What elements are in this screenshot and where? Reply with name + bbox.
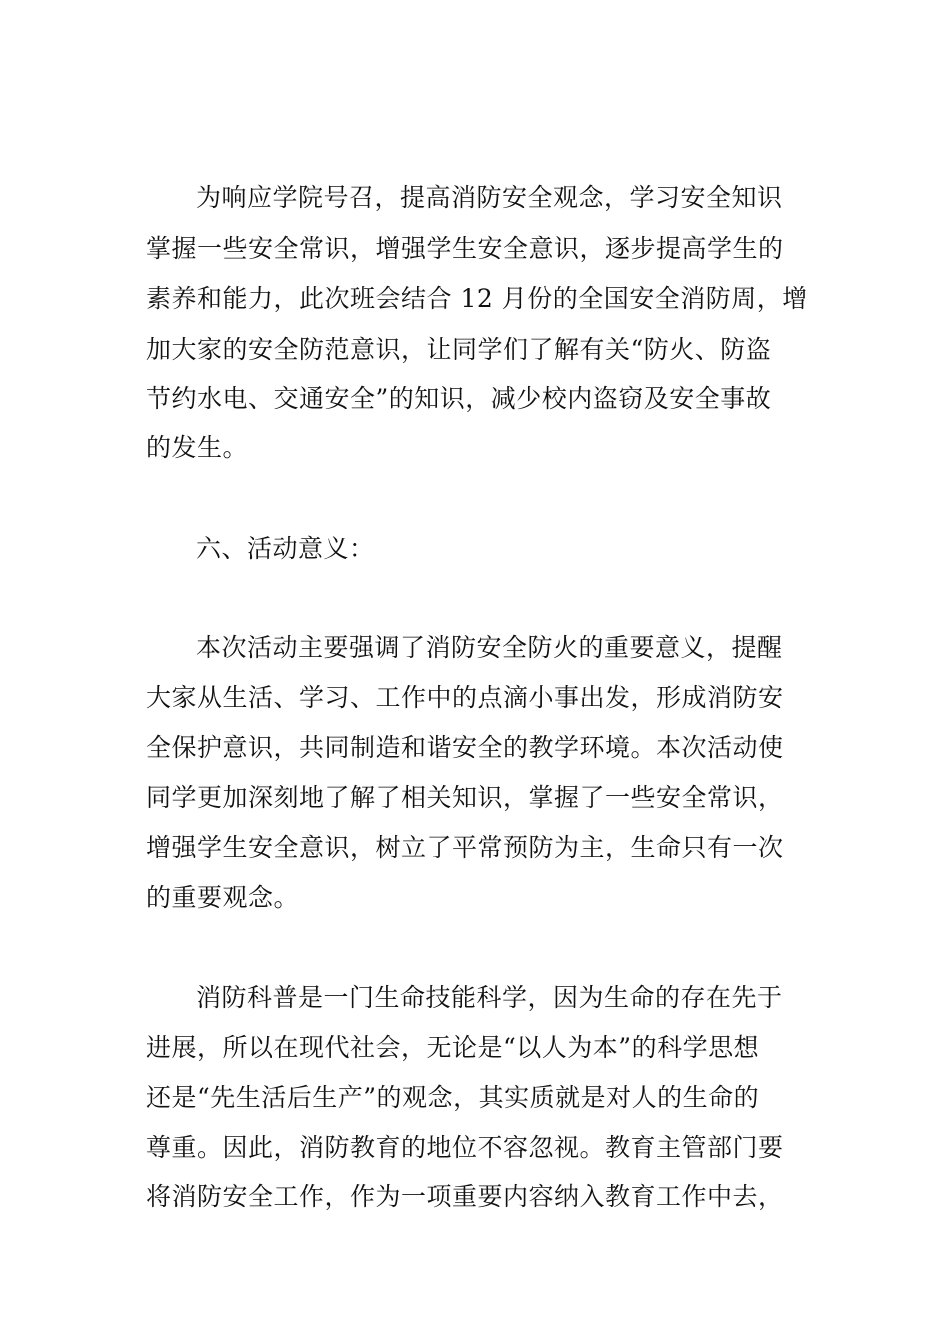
paragraph-line: 全保护意识，共同制造和谐安全的教学环境。本次活动使	[146, 733, 784, 762]
paragraph-line: 的重要观念。	[146, 883, 300, 912]
paragraph-line: 进展，所以在现代社会，无论是“以人为本”的科学思想	[146, 1033, 760, 1062]
paragraph-line: 素养和能力，此次班会结合 12 月份的全国安全消防周，增	[146, 284, 808, 313]
section-heading: 六、活动意义：	[196, 534, 375, 563]
paragraph-line: 加大家的安全防范意识，让同学们了解有关“防火、防盗	[146, 335, 772, 364]
paragraph-line: 本次活动主要强调了消防安全防火的重要意义，提醒	[196, 633, 783, 662]
paragraph-line: 还是“先生活后生产”的观念，其实质就是对人的生命的	[146, 1083, 760, 1112]
paragraph-line: 增强学生安全意识，树立了平常预防为主，生命只有一次	[146, 833, 784, 862]
paragraph-line: 大家从生活、学习、工作中的点滴小事出发，形成消防安	[146, 683, 784, 712]
paragraph-line: 消防科普是一门生命技能科学，因为生命的存在先于	[196, 983, 783, 1012]
paragraph-line: 掌握一些安全常识，增强学生安全意识，逐步提高学生的	[146, 234, 784, 263]
paragraph-line: 尊重。因此，消防教育的地位不容忽视。教育主管部门要	[146, 1133, 784, 1162]
paragraph-line: 同学更加深刻地了解了相关知识，掌握了一些安全常识，	[146, 783, 784, 812]
paragraph-line: 将消防安全工作，作为一项重要内容纳入教育工作中去，	[146, 1182, 784, 1211]
paragraph-line: 为响应学院号召，提高消防安全观念，学习安全知识	[196, 183, 783, 212]
paragraph-line: 的发生。	[146, 433, 249, 462]
paragraph-line: 节约水电、交通安全”的知识，减少校内盗窃及安全事故	[146, 384, 772, 413]
